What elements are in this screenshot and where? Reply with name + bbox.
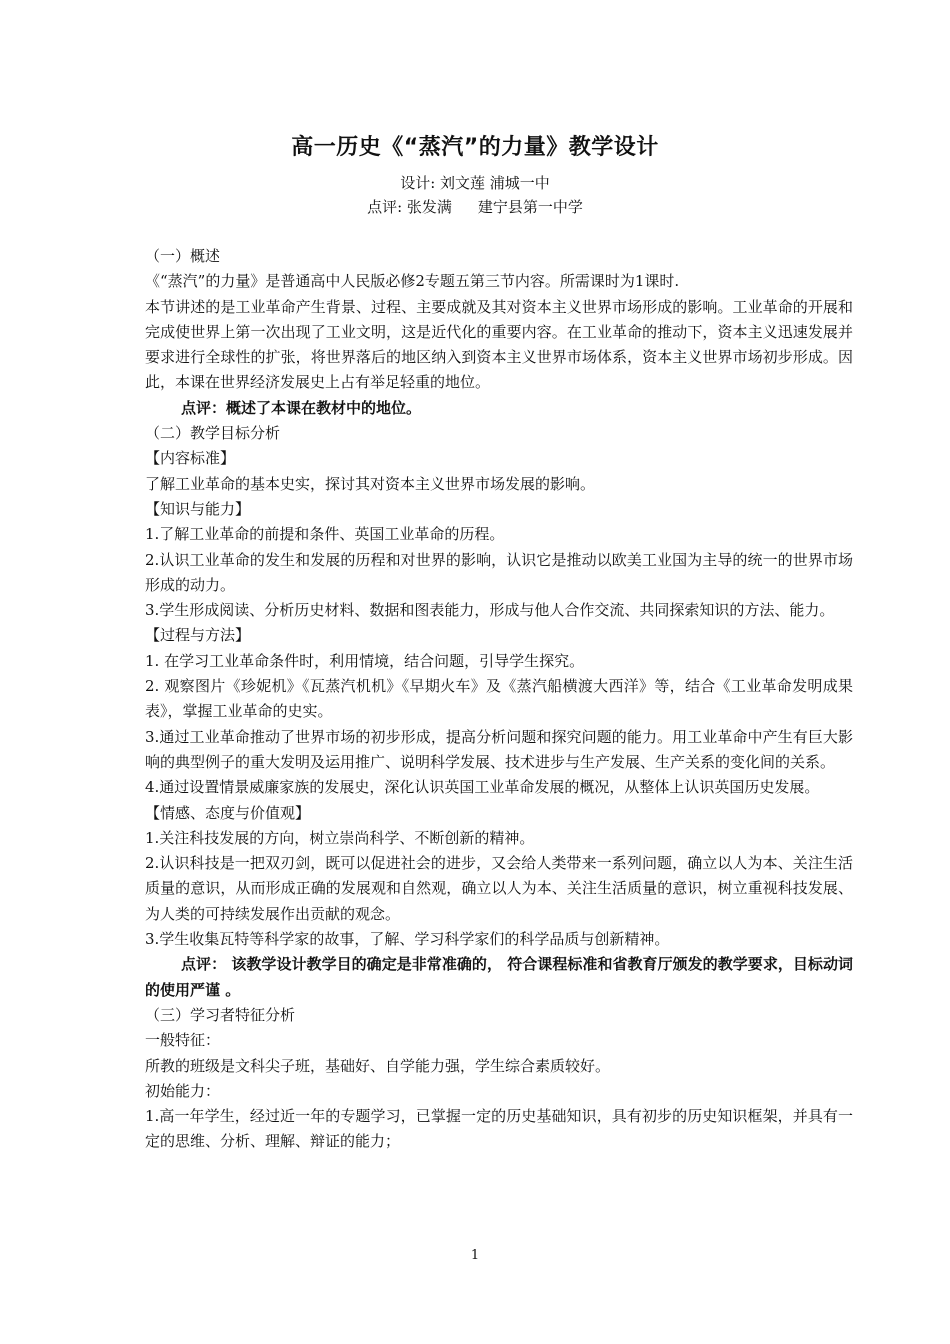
subheading: 【内容标准】: [145, 449, 236, 468]
subheading: 一般特征：: [145, 1031, 221, 1050]
list-item: 2.认识工业革命的发生和发展的历程和对世界的影响，认识它是推动以欧美工业国为主导的统一的世界市场形成的动力。: [145, 550, 853, 594]
paragraph: 本节讲述的是工业革命产生背景、过程、主要成就及其对资本主义世界市场形成的影响。工业革命的开展和完成使世界上第一次出现了工业文明，这是近代化的重要内容。在工业革命的推动下，资本主义迅速发展并要求进行全球性的扩张，将世界落后的地区纳入到资本主义世界市场体系，资本主义世界市场初步形成。因此，本课在世界经济发展史上占有举足轻重的地位。: [145, 297, 853, 392]
paragraph: 了解工业革命的基本史实，探讨其对资本主义世界市场发展的影响。: [145, 474, 596, 493]
review-comment: 点评： 该教学设计教学目的确定是非常准确的， 符合课程标准和省教育厅颁发的教学要求，目标动词的使用严谨 。: [145, 955, 853, 999]
list-item: 3.学生收集瓦特等科学家的故事，了解、学习科学家们的科学品质与创新精神。: [145, 930, 670, 949]
review-comment: 点评：概述了本课在教材中的地位。: [181, 398, 422, 417]
reviewer-name: 点评: 张发满: [367, 198, 452, 216]
list-item: 3.通过工业革命推动了世界市场的初步形成，提高分析问题和探究问题的能力。用工业革命中产生有巨大影响的典型例子的重大发明及运用推广、说明科学发展、技术进步与生产发展、生产关系的变化间的关系。: [145, 727, 853, 771]
list-item: 4.通过设置情景威廉家族的发展史，深化认识英国工业革命发展的概况，从整体上认识英国历史发展。: [145, 778, 820, 797]
subheading: 【知识与能力】: [145, 499, 251, 518]
list-item: 3.学生形成阅读、分析历史材料、数据和图表能力，形成与他人合作交流、共同探索知识的方法、能力。: [145, 601, 835, 620]
list-item: 1.关注科技发展的方向，树立崇尚科学、不断创新的精神。: [145, 828, 535, 847]
list-item: 1.高一年学生，经过近一年的专题学习，已掌握一定的历史基础知识，具有初步的历史知识框架，并具有一定的思维、分析、理解、辩证的能力；: [145, 1107, 853, 1151]
paragraph: 所教的班级是文科尖子班，基础好、自学能力强，学生综合素质较好。: [145, 1056, 611, 1075]
section-heading-overview: （一）概述: [145, 247, 221, 265]
document-title: 高一历史《“蒸汽”的力量》教学设计: [291, 135, 659, 160]
page-number: 1: [470, 1248, 480, 1263]
list-item: 1.了解工业革命的前提和条件、英国工业革命的历程。: [145, 525, 505, 544]
subheading: 【过程与方法】: [145, 626, 251, 645]
reviewer-school: 建宁县第一中学: [477, 198, 583, 216]
list-item: 2. 观察图片《珍妮机》《瓦蒸汽机机》《早期火车》及《蒸汽船横渡大西洋》等，结合《工业革命发明成果表》，掌握工业革命的史实。: [145, 677, 853, 721]
document-body: [145, 244, 853, 1155]
section-heading-learners: （三）学习者特征分析: [145, 1005, 296, 1024]
paragraph: 《“蒸汽”的力量》是普通高中人民版必修2专题五第三节内容。所需课时为1课时.: [145, 272, 680, 291]
section-heading-objectives: （二）教学目标分析: [145, 424, 281, 443]
subheading: 初始能力：: [145, 1081, 221, 1100]
list-item: 2.认识科技是一把双刃剑，既可以促进社会的进步，又会给人类带来一系列问题，确立以人为本、关注生活质量的意识，从而形成正确的发展观和自然观，确立以人为本、关注生活质量的意识，树立重视科技发展、为人类的可持续发展作出贡献的观念。: [145, 854, 853, 923]
designer-line: 设计: 刘文莲 浦城一中: [400, 174, 550, 192]
subheading: 【情感、态度与价值观】: [145, 803, 311, 822]
reviewer-line: [0, 196, 950, 217]
list-item: 1. 在学习工业革命条件时，利用情境，结合问题，引导学生探究。: [145, 651, 585, 670]
